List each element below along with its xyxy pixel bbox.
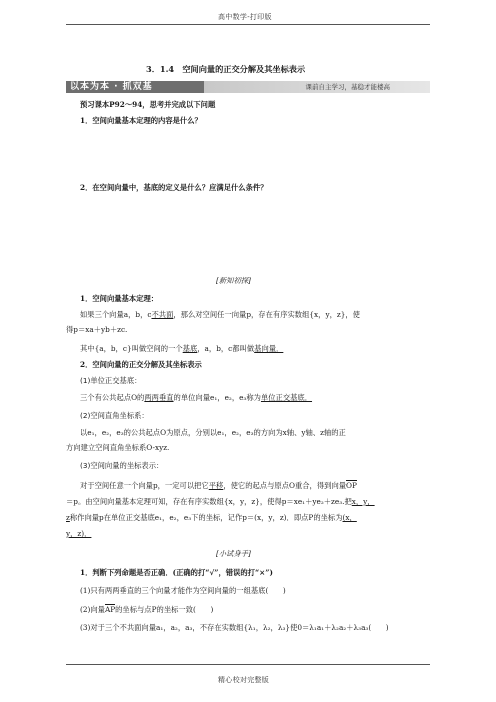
theorem-line-2: 得p＝xa＋yb＋zc. xyxy=(66,325,128,334)
coord-repr-line-2 xyxy=(66,497,375,507)
banner-label: 以本为本 · 抓双基 xyxy=(66,81,204,93)
judge-item-3: (3)对于三个不共面向量a₁，a₂，a₃，不存在实数组{λ₁，λ₂，λ₃}使0＝λ₁a₁＋λ₂a₂＋λ₃a₃( ) xyxy=(80,623,389,632)
judge-item-2 xyxy=(80,605,213,615)
blank-answer: 基向量． xyxy=(254,344,284,353)
section-banner xyxy=(66,81,430,93)
vector-op: OP xyxy=(346,481,357,490)
definition-text: 对于空间任意一个向量p，一定可以把它 xyxy=(80,481,209,490)
vector-ap: AP xyxy=(104,605,116,614)
definition-text: 其中{a，b，c}叫做空间的一个 xyxy=(80,344,183,353)
preview-question-1: 1．空间向量基本定理的内容是什么？ xyxy=(80,116,202,125)
unit-basis-title: (1)单位正交基底： xyxy=(80,376,142,385)
practice-question-1: 1．判断下列命题是否正确．(正确的打“√”，错误的打“×”) xyxy=(80,568,273,577)
coord-system-line-2: 方向建立空间直角坐标系O-xyz. xyxy=(66,443,170,452)
blank-answer: 平移 xyxy=(208,481,224,490)
coord-repr-title: (3)空间向量的坐标表示： xyxy=(80,461,164,470)
judge-item-1: (1)只有两两垂直的三个向量才能作为空间向量的一组基底( ) xyxy=(80,586,286,595)
coord-repr-line-3 xyxy=(66,513,357,523)
page-footer: 精心校对完整版 xyxy=(218,676,270,684)
definition-text: 三个有公共起点O的 xyxy=(80,393,145,402)
coord-repr-line-4 xyxy=(66,529,91,539)
definition-text: ＝p。由空间向量基本定理可知，存在有序实数组{x，y，z}，使得p＝xe₁＋ye₂＋ze₃.把 xyxy=(66,497,352,506)
section-title: 3．1.4 空间向量的正交分解及其坐标表示 xyxy=(146,64,306,74)
blank-answer: 两两垂直 xyxy=(144,393,174,402)
theorem-line-1 xyxy=(80,310,360,320)
blank-answer: x，y， xyxy=(351,497,375,506)
theorem-title: 1．空间向量基本定理： xyxy=(80,294,159,303)
coord-system-title: (2)空间直角坐标系： xyxy=(80,411,149,420)
orthogonal-title: 2．空间向量的正交分解及其坐标表示 xyxy=(80,360,202,369)
theorem-text: ，那么对空间任一向量p，存在有序实数组{x，y，z}，使 xyxy=(173,310,360,319)
blank-answer: z xyxy=(66,513,70,522)
definition-text: ，使它的起点与原点O重合，得到向量 xyxy=(223,481,347,490)
theorem-text: 如果三个向量a，b，c xyxy=(80,310,152,319)
page-header: 高中数学-打印版 xyxy=(218,13,272,21)
blank-answer: 不共面 xyxy=(151,310,174,319)
coord-system-line-1: 以e₁，e₂，e₃的公共起点O为原点，分别以e₁，e₂，e₃的方向为x轴、y轴、z轴的正 xyxy=(80,428,346,437)
definition-text: 称作向量p在单位正交基底e₁，e₂，e₃下的坐标，记作p＝(x，y，z)．即点P的坐标为 xyxy=(69,513,343,522)
blank-answer: 基底 xyxy=(182,344,198,353)
item-text: 的坐标与点P的坐标一致( ) xyxy=(115,605,214,614)
header-rule xyxy=(66,24,430,25)
blank-answer: (x， xyxy=(342,513,357,522)
definition-text: 的单位向量e₁，e₂，e₃称为 xyxy=(173,393,261,402)
banner-slogan: 课前自主学习，基稳才能楼高 xyxy=(305,83,390,91)
blank-answer: 单位正交基底． xyxy=(260,393,313,402)
practice-heading: [小试身手] xyxy=(216,549,251,558)
new-knowledge-heading: [新知初探] xyxy=(216,276,251,285)
unit-basis-line xyxy=(80,393,312,403)
blank-answer: y，z)． xyxy=(66,529,92,538)
coord-repr-line-1 xyxy=(80,481,357,491)
preview-question-2: 2．在空间向量中，基底的定义是什么？应满足什么条件？ xyxy=(80,183,268,192)
footer-rule xyxy=(66,664,430,665)
item-text: (2)向量 xyxy=(80,605,105,614)
basis-definition xyxy=(80,344,283,354)
preview-intro: 预习课本P92～94，思考并完成以下问题 xyxy=(80,100,216,109)
definition-text: ，a，b，c都叫做 xyxy=(197,344,255,353)
